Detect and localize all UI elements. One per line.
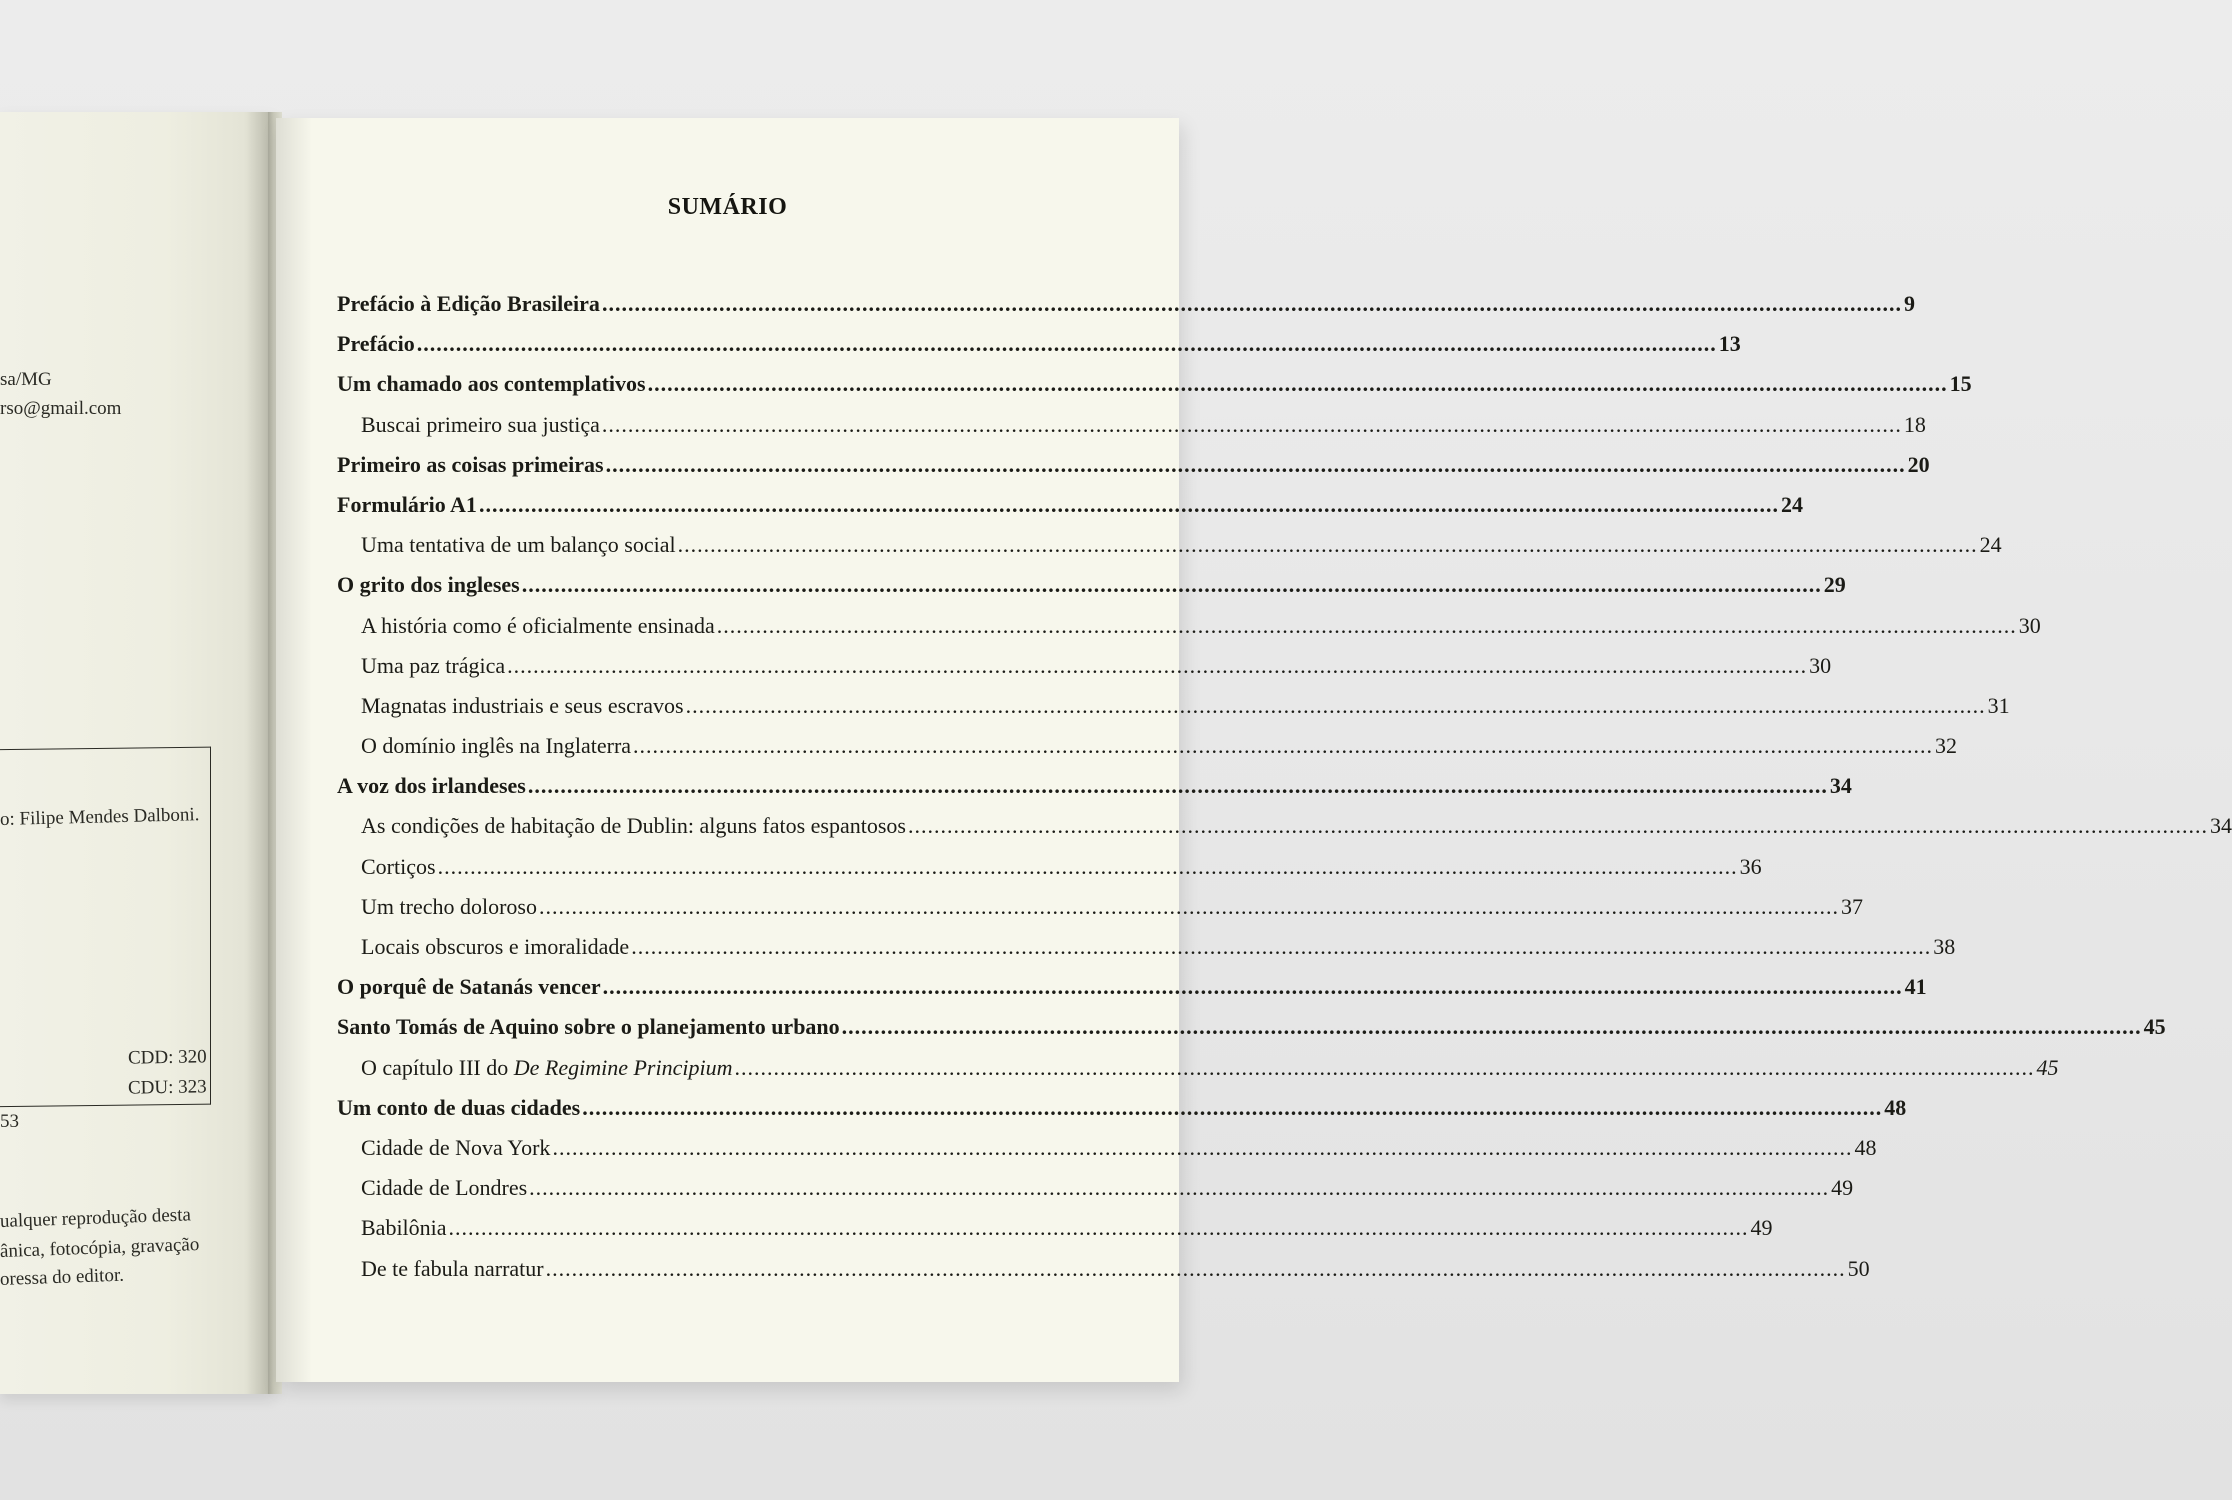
- toc-chapter-entry: [337, 324, 1741, 364]
- toc-entry-page-number: 49: [1750, 1215, 1773, 1241]
- toc-entry-page-number: 34: [1829, 773, 1852, 799]
- toc-section-entry: [337, 646, 1832, 686]
- toc-entry-title: [337, 565, 520, 605]
- toc-entry-title: [337, 445, 604, 485]
- toc-dot-leader: ........................................................................................................................................................................................................: [907, 813, 2208, 839]
- toc-entry-title-text: A história como é oficialmente ensinada: [361, 612, 715, 638]
- toc-entry-title: [361, 927, 629, 967]
- toc-entry-title-text: Uma tentativa de um balanço social: [361, 532, 676, 558]
- toc-entry-title-text: Um trecho doloroso: [361, 893, 537, 919]
- toc-entry-title: [361, 887, 537, 927]
- toc-dot-leader: ........................................................................................................................................................................................................: [601, 291, 1902, 316]
- toc-entry-title: [361, 646, 505, 686]
- toc-entry-title: [361, 525, 676, 565]
- toc-dot-leader: ........................................................................................................................................................................................................: [507, 652, 1808, 678]
- toc-entry-title-text: Cidade de Londres: [361, 1175, 528, 1201]
- toc-dot-leader: ........................................................................................................................................................................................................: [841, 1014, 2142, 1040]
- copyright-notice-line-3: oressa do editor.: [0, 1264, 125, 1290]
- toc-entry-title-text: O domínio inglês na Inglaterra: [361, 733, 632, 759]
- toc-dot-leader: ........................................................................................................................................................................................................: [529, 1175, 1830, 1201]
- toc-entry-title-text: A voz dos irlandeses: [337, 773, 526, 799]
- toc-entry-title-text: Locais obscuros e imoralidade: [361, 934, 630, 959]
- toc-chapter-entry: [337, 445, 1930, 485]
- toc-dot-leader: ........................................................................................................................................................................................................: [527, 773, 1828, 799]
- left-page-line-1: sa/MG: [0, 369, 52, 390]
- toc-dot-leader: ........................................................................................................................................................................................................: [521, 572, 1822, 598]
- toc-section-entry: [337, 927, 1956, 967]
- toc-section-entry: [337, 1128, 1877, 1168]
- toc-entry-page-number: 45: [2143, 1014, 2166, 1040]
- toc-entry-title: [361, 1168, 527, 1208]
- toc-chapter-entry: [337, 364, 1972, 404]
- toc-dot-leader: ........................................................................................................................................................................................................: [605, 451, 1906, 477]
- toc-entry-page-number: 48: [1884, 1094, 1907, 1120]
- toc-dot-leader: ........................................................................................................................................................................................................: [416, 331, 1717, 357]
- toc-entry-page-number: 24: [1979, 532, 2002, 558]
- toc-dot-leader: ........................................................................................................................................................................................................: [448, 1215, 1749, 1241]
- toc-entry-title: [337, 284, 600, 324]
- toc-entry-title: [337, 1007, 840, 1047]
- toc-section-entry: [337, 1048, 2059, 1088]
- toc-title: SUMÁRIO: [667, 194, 788, 220]
- toc-entry-page-number: 15: [1949, 371, 1972, 397]
- toc-dot-leader: ........................................................................................................................................................................................................: [601, 411, 1902, 437]
- toc-section-entry: [337, 726, 1958, 766]
- toc-dot-leader: ........................................................................................................................................................................................................: [677, 532, 1978, 558]
- copyright-notice-line-2: ânica, fotocópia, gravação: [0, 1234, 200, 1262]
- toc-entry-page-number: 9: [1903, 291, 1915, 316]
- toc-entry-title: [361, 1128, 550, 1168]
- toc-entry-title: [361, 1048, 732, 1088]
- toc-dot-leader: ........................................................................................................................................................................................................: [631, 934, 1932, 959]
- toc-dot-leader: ........................................................................................................................................................................................................: [716, 612, 2017, 638]
- toc-entry-title-text: Prefácio: [337, 331, 415, 357]
- catalog-cdu: CDU: 323: [127, 1076, 207, 1099]
- toc-entry-title-text: O porquê de Satanás vencer: [337, 974, 601, 1000]
- toc-entry-page-number: 48: [1854, 1134, 1877, 1160]
- toc-entry-title-text: Cortiços: [361, 853, 436, 879]
- toc-entry-title-text: Babilônia: [361, 1215, 447, 1241]
- toc-section-entry: [337, 1208, 1773, 1248]
- toc-section-entry: [337, 606, 2041, 646]
- toc-dot-leader: ........................................................................................................................................................................................................: [734, 1054, 2035, 1080]
- toc-entry-title: [337, 766, 526, 806]
- toc-chapter-entry: [337, 1007, 2166, 1047]
- toc-dot-leader: ........................................................................................................................................................................................................: [647, 371, 1948, 397]
- toc-entry-page-number: 37: [1840, 893, 1863, 919]
- toc-entry-page-number: 29: [1823, 572, 1846, 598]
- toc-dot-leader: ........................................................................................................................................................................................................: [602, 974, 1903, 1000]
- toc-dot-leader: ........................................................................................................................................................................................................: [685, 692, 1986, 718]
- toc-section-entry: [337, 887, 1863, 927]
- toc-chapter-entry: [337, 485, 1803, 525]
- toc-entry-title-text: Formulário A1: [337, 491, 477, 517]
- toc-entry-page-number: 34: [2209, 813, 2232, 839]
- toc-entry-title-text: Uma paz trágica: [361, 652, 506, 678]
- toc-entry-page-number: 18: [1903, 411, 1926, 437]
- toc-entry-title-text: As condições de habitação de Dublin: alguns fatos espantosos: [361, 813, 906, 839]
- toc-entry-title-text: De te fabula narratur: [361, 1255, 544, 1281]
- toc-entry-page-number: 38: [1933, 934, 1956, 959]
- toc-entry-title-text: O grito dos ingleses: [337, 572, 520, 598]
- toc-entry-title-text: Magnatas industriais e seus escravos: [361, 692, 684, 718]
- toc-entry-title: [361, 606, 715, 646]
- toc-entry-page-number: 30: [1809, 652, 1832, 678]
- toc-entry-title: [337, 324, 415, 364]
- toc-entry-page-number: 24: [1780, 491, 1803, 517]
- toc-entry-title: [361, 1208, 447, 1248]
- right-page: [276, 118, 2232, 1382]
- table-of-contents: [337, 284, 2232, 1289]
- toc-entry-page-number: 36: [1739, 853, 1762, 879]
- toc-chapter-entry: [337, 967, 1927, 1007]
- toc-entry-page-number: 31: [1987, 692, 2010, 718]
- left-page-under-box: 53: [0, 1111, 19, 1132]
- toc-entry-title-text: Primeiro as coisas primeiras: [337, 451, 604, 477]
- toc-entry-page-number: 50: [1847, 1255, 1870, 1281]
- toc-entry-title: [337, 364, 646, 404]
- toc-entry-title-text: Santo Tomás de Aquino sobre o planejamento urbano: [337, 1014, 840, 1040]
- toc-entry-page-number: 20: [1907, 451, 1930, 477]
- toc-entry-title: [361, 405, 600, 445]
- toc-entry-title: [361, 726, 631, 766]
- toc-entry-title: [337, 485, 477, 525]
- toc-dot-leader: ........................................................................................................................................................................................................: [478, 491, 1779, 517]
- toc-entry-page-number: 30: [2018, 612, 2041, 638]
- toc-dot-leader: ........................................................................................................................................................................................................: [633, 733, 1934, 759]
- left-page-line-2: rso@gmail.com: [0, 398, 122, 419]
- toc-entry-title-text: Um chamado aos contemplativos: [337, 371, 646, 397]
- toc-entry-page-number: 45: [2036, 1054, 2059, 1080]
- copyright-notice-line-1: ualquer reprodução desta: [0, 1204, 192, 1232]
- toc-chapter-entry: [337, 284, 1915, 324]
- toc-section-entry: [337, 405, 1926, 445]
- toc-entry-title: [337, 1088, 580, 1128]
- toc-chapter-entry: [337, 565, 1846, 605]
- catalog-card-author-line: o: Filipe Mendes Dalboni.: [0, 804, 200, 830]
- toc-chapter-entry: [337, 1088, 1907, 1128]
- toc-section-entry: [337, 847, 1762, 887]
- toc-entry-title: [337, 967, 601, 1007]
- toc-entry-title-text: Cidade de Nova York: [361, 1134, 551, 1160]
- toc-dot-leader: ........................................................................................................................................................................................................: [552, 1134, 1853, 1160]
- toc-entry-page-number: 49: [1831, 1175, 1854, 1201]
- toc-section-entry: [337, 806, 2232, 846]
- toc-entry-title-text: Buscai primeiro sua justiça: [361, 411, 600, 437]
- toc-dot-leader: ........................................................................................................................................................................................................: [538, 893, 1839, 919]
- toc-entry-page-number: 13: [1718, 331, 1741, 357]
- toc-section-entry: [337, 1249, 1870, 1289]
- toc-entry-title: [361, 806, 906, 846]
- toc-entry-title: [361, 1249, 544, 1289]
- toc-chapter-entry: [337, 766, 1852, 806]
- toc-dot-leader: ........................................................................................................................................................................................................: [582, 1094, 1883, 1120]
- toc-dot-leader: ........................................................................................................................................................................................................: [437, 853, 1738, 879]
- toc-dot-leader: ........................................................................................................................................................................................................: [545, 1255, 1846, 1281]
- catalog-cdd: CDD: 320: [127, 1046, 207, 1069]
- toc-entry-title: [361, 847, 436, 887]
- toc-entry-title: [361, 686, 684, 726]
- toc-entry-page-number: 41: [1904, 974, 1927, 1000]
- toc-section-entry: [337, 686, 2010, 726]
- toc-section-entry: [337, 525, 2002, 565]
- toc-entry-page-number: 32: [1935, 733, 1958, 759]
- toc-entry-title-italic: De Regimine Principium: [513, 1054, 733, 1080]
- toc-entry-title-text: Prefácio à Edição Brasileira: [337, 291, 600, 316]
- left-page: [0, 112, 276, 1394]
- toc-entry-title-text: O capítulo III do: [361, 1054, 514, 1080]
- toc-entry-title-text: Um conto de duas cidades: [337, 1094, 581, 1120]
- toc-section-entry: [337, 1168, 1854, 1208]
